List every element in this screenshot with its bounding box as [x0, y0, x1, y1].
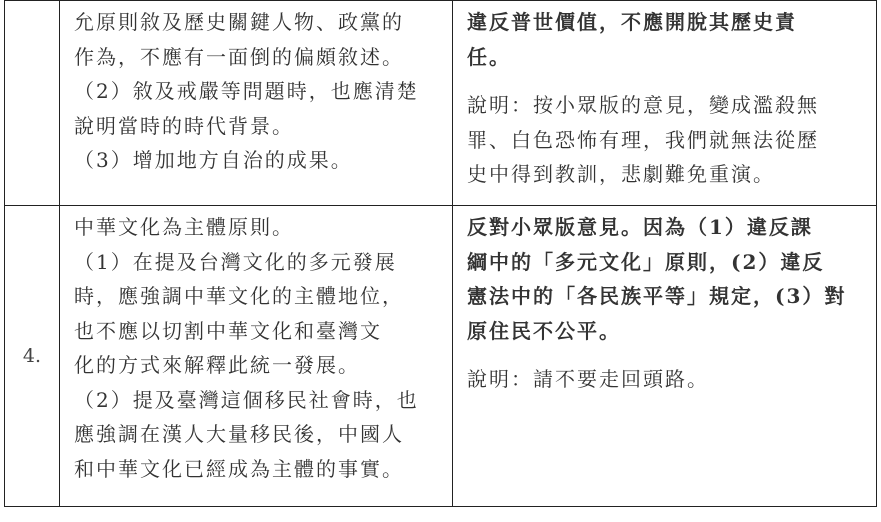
- response-cell: [453, 1, 877, 206]
- proposal-line: 也不應以切割中華文化和臺灣文: [74, 318, 382, 343]
- note-line: 說明：請不要走回頭路。: [467, 367, 709, 391]
- proposal-line: 和中華文化已經成為主體的事實。: [74, 456, 404, 481]
- paragraph-gap: [467, 348, 864, 362]
- proposal-line: 中華文化為主體原則。: [74, 215, 294, 239]
- response-bold-line: 綱中的「多元文化」原則，(2）違反: [467, 249, 825, 274]
- comparison-table: [4, 0, 877, 507]
- proposal-line: 應強調在漢人大量移民後，中國人: [74, 422, 404, 446]
- note-line: 說明：按小眾版的意見，變成濫殺無: [467, 93, 819, 117]
- note-line: 史中得到教訓，悲劇難免重演。: [467, 162, 775, 186]
- paragraph-gap: [467, 74, 864, 88]
- note-line: 罪、白色恐怖有理，我們就無法從歷: [467, 127, 819, 152]
- row-number-cell: [5, 1, 60, 206]
- proposal-line: 作為，不應有一面倒的偏頗敘述。: [74, 44, 404, 69]
- proposal-line: 化的方式來解釋此統一發展。: [74, 353, 360, 377]
- response-cell: [453, 206, 877, 507]
- proposal-line: （3）增加地方自治的成果。: [74, 148, 353, 172]
- response-bold-line: 原住民不公平。: [467, 318, 621, 343]
- proposal-line: （1）在提及台灣文化的多元發展: [74, 249, 397, 274]
- response-bold-line: 憲法中的「各民族平等」規定，(3）對: [467, 284, 847, 308]
- table-row: [5, 1, 877, 206]
- row-number-cell: [5, 206, 60, 507]
- row-number: 4.: [22, 345, 42, 367]
- proposal-line: 時，應強調中華文化的主體地位，: [74, 284, 404, 308]
- proposal-line: （2）敘及戒嚴等問題時，也應清楚: [74, 79, 419, 103]
- table-row: [5, 206, 877, 507]
- proposal-line: 說明當時的時代背景。: [74, 113, 294, 138]
- response-bold-line: 反對小眾版意見。因為（1）違反課: [467, 215, 813, 239]
- response-bold-line: 任。: [467, 44, 511, 69]
- proposal-line: 允原則敘及歷史關鍵人物、政黨的: [74, 10, 404, 34]
- response-bold-line: 違反普世價值，不應開脫其歷史責: [467, 10, 797, 34]
- proposal-cell: [60, 206, 453, 507]
- proposal-line: （2）提及臺灣這個移民社會時，也: [74, 387, 419, 412]
- proposal-cell: [60, 1, 453, 206]
